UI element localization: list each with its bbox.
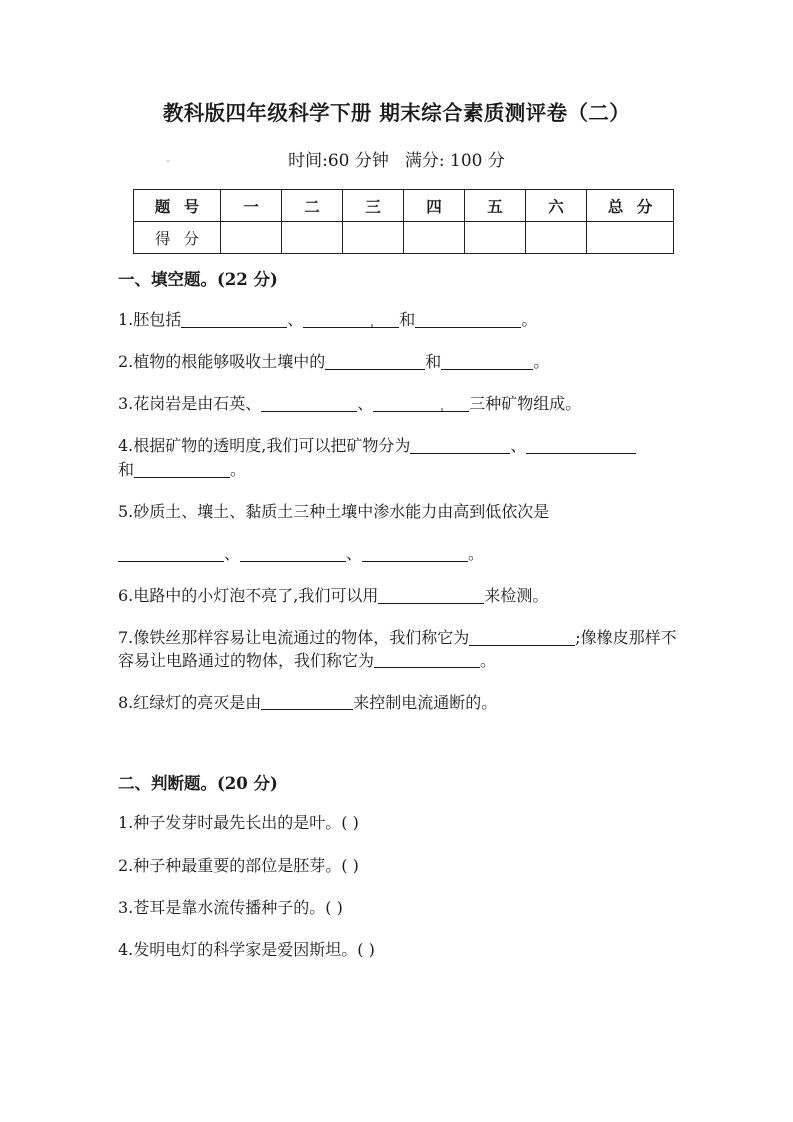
question-text: 。 <box>468 544 485 564</box>
answer-parentheses[interactable]: ( ) <box>341 855 359 875</box>
answer-blank[interactable] <box>134 460 230 478</box>
section-heading-fill-in-blank: 一、填空题。(22 分) <box>118 270 278 289</box>
question-number: 2. <box>118 855 134 875</box>
question-text: 、 <box>510 436 527 456</box>
question-number: 4. <box>118 436 134 456</box>
answer-blank[interactable] <box>378 586 484 604</box>
score-table-row-header-score: 得 分 <box>134 222 221 254</box>
question-text: 。 <box>230 460 247 480</box>
question-text: 来检测。 <box>484 586 549 606</box>
question-text: 花岗岩是由石英、 <box>133 393 262 413</box>
question-2-2 <box>118 855 681 877</box>
exam-total-score: 满分: 100 分 <box>404 151 505 171</box>
question-text: 和 <box>399 309 416 329</box>
answer-blank[interactable] <box>325 352 425 370</box>
exam-body <box>118 270 681 981</box>
answer-blank[interactable] <box>261 693 353 711</box>
answer-blank[interactable] <box>415 310 521 328</box>
scan-speck <box>167 160 169 162</box>
answer-blank[interactable] <box>469 629 575 647</box>
answer-blank[interactable] <box>441 352 533 370</box>
score-table-col-1: 一 <box>221 190 282 222</box>
question-text: 、 <box>357 393 374 413</box>
score-table-col-total: 总 分 <box>587 190 674 222</box>
score-table-col-4: 四 <box>404 190 465 222</box>
question-2-1 <box>118 812 681 834</box>
question-number: 1. <box>118 813 134 833</box>
section-heading-true-false: 二、判断题。(20 分) <box>118 773 278 793</box>
question-text: 电路中的小灯泡不亮了,我们可以用 <box>133 586 379 606</box>
question-1-7 <box>118 627 681 671</box>
score-table-col-3: 三 <box>343 190 404 222</box>
question-1-4 <box>118 435 681 481</box>
score-cell-3[interactable] <box>343 222 404 254</box>
question-number: 3. <box>118 897 134 917</box>
score-cell-5[interactable] <box>465 222 526 254</box>
question-text: 来控制电流通断的。 <box>353 692 498 712</box>
answer-blank[interactable] <box>362 544 468 562</box>
answer-blank[interactable] <box>374 651 480 669</box>
question-number: 1. <box>118 309 134 329</box>
answer-parentheses[interactable]: ( ) <box>357 939 375 959</box>
table-row-question-numbers <box>134 190 674 222</box>
answer-blank[interactable] <box>181 310 287 328</box>
question-text: 、 <box>346 544 363 564</box>
question-number: 6. <box>118 586 134 606</box>
section-spacer <box>118 734 681 774</box>
page-title: 教科版四年级科学下册 期末综合素质测评卷（二） <box>162 101 631 125</box>
question-1-6 <box>118 585 681 607</box>
question-text: 种子发芽时最先长出的是叶。 <box>133 813 342 833</box>
question-text: 发明电灯的科学家是爱因斯坦。 <box>133 939 358 959</box>
answer-blank[interactable] <box>261 394 357 412</box>
question-text: 、 <box>224 544 241 564</box>
question-number: 4. <box>118 939 134 959</box>
question-text: 和 <box>118 460 135 480</box>
question-text: 三种矿物组成。 <box>469 393 582 413</box>
scan-speck <box>441 408 443 411</box>
score-table-col-6: 六 <box>526 190 587 222</box>
answer-blank[interactable] <box>303 310 399 328</box>
question-text: 。 <box>480 650 497 670</box>
question-1-8 <box>118 692 681 714</box>
question-2-3 <box>118 897 681 919</box>
exam-meta-line <box>0 146 793 171</box>
question-1-3 <box>118 393 681 415</box>
question-1-5 <box>118 501 681 565</box>
question-number: 2. <box>118 351 134 371</box>
question-number: 7. <box>118 628 134 648</box>
answer-blank[interactable] <box>526 436 636 454</box>
answer-blank[interactable] <box>118 544 224 562</box>
score-table-row-header-question: 题 号 <box>134 190 221 222</box>
question-text: 砂质土、壤土、黏质土三种土壤中渗水能力由高到低依次是 <box>133 502 550 522</box>
score-table <box>133 189 674 254</box>
question-text: 像铁丝那样容易让电流通过的物体，我们称它为 <box>133 628 470 648</box>
answer-blank[interactable] <box>240 544 346 562</box>
question-number: 5. <box>118 502 134 522</box>
question-text: 苍耳是靠水流传播种子的。 <box>133 897 326 917</box>
answer-blank[interactable] <box>410 436 510 454</box>
question-text: 根据矿物的透明度,我们可以把矿物分为 <box>133 436 411 456</box>
question-text: 。 <box>533 351 550 371</box>
question-text: 植物的根能够吸收土壤中的 <box>133 351 326 371</box>
question-1-2 <box>118 351 681 373</box>
question-text: 红绿灯的亮灭是由 <box>133 692 262 712</box>
answer-blank[interactable] <box>373 394 469 412</box>
score-cell-1[interactable] <box>221 222 282 254</box>
score-cell-total[interactable] <box>587 222 674 254</box>
question-1-1 <box>118 309 681 331</box>
question-text: 胚包括 <box>133 309 182 329</box>
question-2-4 <box>118 939 681 961</box>
score-table-col-5: 五 <box>465 190 526 222</box>
score-cell-6[interactable] <box>526 222 587 254</box>
question-text: 、 <box>287 309 304 329</box>
exam-duration: 时间:60 分钟 <box>288 151 389 171</box>
question-text: ;像橡皮那样不容易让电路通过的物体，我们称它为 <box>118 628 677 670</box>
scan-speck <box>371 324 373 327</box>
question-text: 和 <box>425 351 442 371</box>
score-table-col-2: 二 <box>282 190 343 222</box>
question-number: 3. <box>118 393 134 413</box>
question-text: 种子种最重要的部位是胚芽。 <box>133 855 342 875</box>
question-number: 8. <box>118 692 134 712</box>
question-text: 。 <box>521 309 538 329</box>
score-cell-2[interactable] <box>282 222 343 254</box>
table-row-scores <box>134 222 674 254</box>
score-cell-4[interactable] <box>404 222 465 254</box>
answer-parentheses[interactable]: ( ) <box>341 813 359 833</box>
answer-parentheses[interactable]: ( ) <box>325 897 343 917</box>
